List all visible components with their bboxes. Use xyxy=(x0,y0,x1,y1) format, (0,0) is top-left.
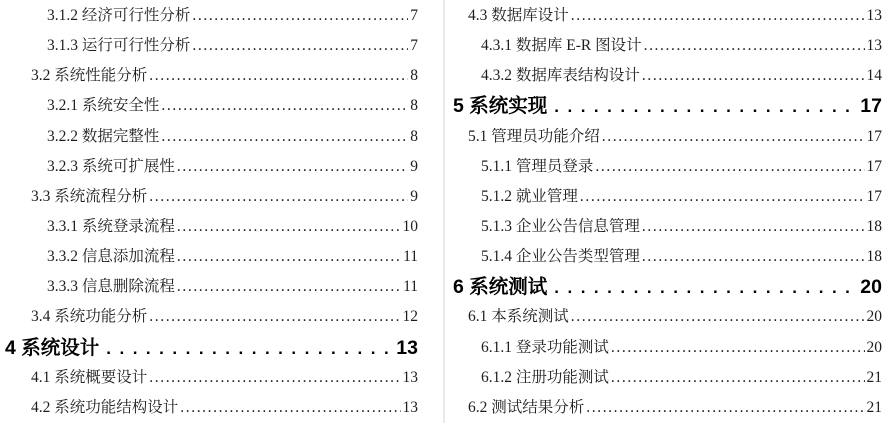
toc-entry-label: 3.3.2 信息添加流程 xyxy=(47,248,175,266)
toc-entry[interactable] xyxy=(444,302,888,332)
dot-leader xyxy=(177,212,401,242)
toc-entry-label: 5.1.3 企业公告信息管理 xyxy=(481,217,640,235)
dot-leader xyxy=(106,333,393,364)
toc-entry-label: 6.1 本系统测试 xyxy=(468,308,569,326)
toc-entry-page: 13 xyxy=(402,398,418,416)
dot-leader xyxy=(642,242,865,272)
toc-entry[interactable] xyxy=(444,182,888,212)
toc-entry[interactable] xyxy=(0,363,444,393)
toc-column-right xyxy=(444,1,888,423)
toc-entry[interactable] xyxy=(0,31,444,61)
dot-leader xyxy=(586,393,864,423)
toc-entry-label: 5.1.1 管理员登录 xyxy=(481,157,594,175)
toc-entry[interactable] xyxy=(0,242,444,272)
toc-entry-page: 13 xyxy=(396,336,418,359)
toc-entry[interactable] xyxy=(0,272,444,302)
dot-leader xyxy=(554,91,857,122)
toc-entry-page: 21 xyxy=(866,368,882,386)
toc-entry-label: 6 系统测试 xyxy=(453,276,548,299)
toc-entry-page: 20 xyxy=(866,338,882,356)
toc-entry-page: 18 xyxy=(866,248,882,266)
toc-entry-page: 8 xyxy=(410,97,418,115)
toc-entry[interactable] xyxy=(0,333,444,363)
toc-entry-page: 21 xyxy=(866,398,882,416)
toc-entry-page: 14 xyxy=(866,67,882,85)
dot-leader xyxy=(161,122,408,152)
toc-entry-label: 4.3.2 数据库表结构设计 xyxy=(481,67,640,85)
toc-entry-label: 3.2 系统性能分析 xyxy=(31,67,148,85)
toc-entry-page: 20 xyxy=(860,276,882,299)
toc-column-left xyxy=(0,1,444,423)
toc-entry[interactable] xyxy=(444,212,888,242)
dot-leader xyxy=(611,363,865,393)
dot-leader xyxy=(642,212,865,242)
dot-leader xyxy=(580,182,865,212)
dot-leader xyxy=(602,122,865,152)
toc-entry[interactable] xyxy=(0,393,444,423)
dot-leader xyxy=(149,61,408,91)
toc-entry[interactable] xyxy=(0,302,444,332)
toc-entry[interactable] xyxy=(444,363,888,393)
dot-leader xyxy=(161,91,408,121)
toc-entry-label: 4.3.1 数据库 E-R 图设计 xyxy=(481,37,642,55)
toc-entry[interactable] xyxy=(444,393,888,423)
toc-entry-page: 9 xyxy=(410,157,418,175)
toc-entry-page: 13 xyxy=(866,7,882,24)
toc-entry-page: 11 xyxy=(403,278,418,296)
toc-entry[interactable] xyxy=(0,182,444,212)
toc-entry-label: 3.3 系统流程分析 xyxy=(31,187,148,205)
toc-entry-page: 17 xyxy=(860,95,882,118)
toc-entry-label: 3.2.2 数据完整性 xyxy=(47,127,160,145)
toc-entry-label: 3.2.1 系统安全性 xyxy=(47,97,160,115)
toc-entry[interactable] xyxy=(444,122,888,152)
toc-entry[interactable] xyxy=(0,212,444,242)
toc-entry[interactable] xyxy=(0,1,444,31)
toc-entry[interactable] xyxy=(444,333,888,363)
dot-leader xyxy=(642,61,865,91)
toc-entry-page: 12 xyxy=(402,308,418,326)
dot-leader xyxy=(554,272,857,303)
dot-leader xyxy=(177,242,401,272)
dot-leader xyxy=(149,182,408,212)
toc-entry-page: 17 xyxy=(866,127,882,145)
toc-entry-label: 3.2.3 系统可扩展性 xyxy=(47,157,175,175)
dot-leader xyxy=(192,1,408,31)
toc-entry[interactable] xyxy=(0,61,444,91)
toc-entry-page: 17 xyxy=(866,157,882,175)
toc-entry-page: 10 xyxy=(402,217,418,235)
toc-entry[interactable] xyxy=(444,1,888,31)
toc-entry-label: 4.1 系统概要设计 xyxy=(31,368,148,386)
toc-entry-label: 6.2 测试结果分析 xyxy=(468,398,585,416)
toc-entry[interactable] xyxy=(0,91,444,121)
toc-entry-page: 20 xyxy=(866,308,882,326)
toc-entry-label: 3.1.3 运行可行性分析 xyxy=(47,37,191,55)
toc-entry[interactable] xyxy=(444,61,888,91)
toc-entry-label: 6.1.2 注册功能测试 xyxy=(481,368,609,386)
toc-entry-page: 8 xyxy=(410,67,418,85)
dot-leader xyxy=(611,333,865,363)
toc-entry-page: 18 xyxy=(866,217,882,235)
dot-leader xyxy=(149,302,400,332)
toc-entry-label: 3.3.1 系统登录流程 xyxy=(47,217,175,235)
toc-entry[interactable] xyxy=(0,152,444,182)
toc-entry-label: 5.1.2 就业管理 xyxy=(481,187,578,205)
toc-entry-label: 6.1.1 登录功能测试 xyxy=(481,338,609,356)
dot-leader xyxy=(571,302,865,332)
toc-entry[interactable] xyxy=(444,152,888,182)
toc-entry-label: 3.1.2 经济可行性分析 xyxy=(47,7,191,24)
toc-entry-page: 7 xyxy=(410,7,418,24)
toc-entry-label: 3.3.3 信息删除流程 xyxy=(47,278,175,296)
dot-leader xyxy=(595,152,864,182)
toc-entry-label: 5.1.4 企业公告类型管理 xyxy=(481,248,640,266)
toc-entry-label: 4 系统设计 xyxy=(5,336,100,359)
toc-entry-page: 13 xyxy=(402,368,418,386)
dot-leader xyxy=(149,363,400,393)
toc-entry-label: 5 系统实现 xyxy=(453,95,548,118)
toc-entry-label: 4.2 系统功能结构设计 xyxy=(31,398,179,416)
toc-entry-page: 17 xyxy=(866,187,882,205)
dot-leader xyxy=(180,393,400,423)
toc-entry[interactable] xyxy=(444,91,888,121)
toc-entry-page: 8 xyxy=(410,127,418,145)
toc-entry[interactable] xyxy=(444,242,888,272)
dot-leader xyxy=(571,1,865,31)
toc-entry-page: 7 xyxy=(410,37,418,55)
toc-entry-label: 3.4 系统功能分析 xyxy=(31,308,148,326)
toc-entry-label: 4.3 数据库设计 xyxy=(468,7,569,24)
toc-entry[interactable] xyxy=(0,122,444,152)
toc-entry-label: 5.1 管理员功能介绍 xyxy=(468,127,600,145)
toc-entry-page: 11 xyxy=(403,248,418,266)
toc-entry-page: 13 xyxy=(866,37,882,55)
dot-leader xyxy=(644,31,865,61)
dot-leader xyxy=(177,272,401,302)
toc-entry-page: 9 xyxy=(410,187,418,205)
toc-entry[interactable] xyxy=(444,31,888,61)
dot-leader xyxy=(177,152,408,182)
dot-leader xyxy=(192,31,408,61)
toc-entry[interactable] xyxy=(444,272,888,302)
